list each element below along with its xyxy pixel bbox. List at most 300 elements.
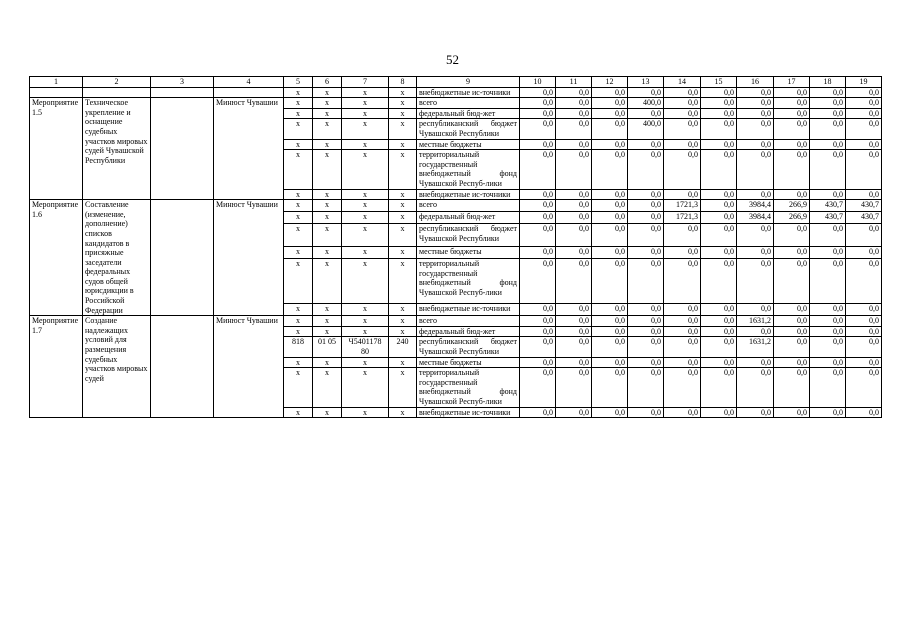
- value-cell: 0,0: [664, 119, 701, 139]
- cell-col7: Ч5401178 80: [342, 337, 389, 357]
- value-cell: 0,0: [520, 224, 556, 247]
- cell-col8: х: [389, 150, 417, 189]
- cell-col6: х: [313, 87, 342, 98]
- cell-col8: х: [389, 119, 417, 139]
- value-cell: 0,0: [556, 189, 592, 200]
- cell-col5: х: [284, 247, 313, 259]
- value-cell: 0,0: [774, 337, 810, 357]
- value-cell: 0,0: [520, 407, 556, 418]
- cell-col6: х: [313, 189, 342, 200]
- value-cell: 0,0: [628, 357, 664, 368]
- cell-col7: х: [342, 108, 389, 119]
- value-cell: 0,0: [774, 119, 810, 139]
- funding-source: внебюджетные ис-точники: [417, 407, 520, 418]
- funding-source: республиканский бюджет Чувашской Республики: [417, 119, 520, 139]
- column-number: 8: [389, 77, 417, 88]
- value-cell: 0,0: [810, 119, 846, 139]
- empty-cell: [151, 200, 214, 316]
- funding-source: внебюджетные ис-точники: [417, 189, 520, 200]
- value-cell: 0,0: [628, 316, 664, 327]
- activity-name: Составление (изменение, дополнение) списков кандидатов в присяжные заседатели федеральных судов общей юрисдикции в Российской Федерации: [83, 200, 151, 316]
- funding-source: всего: [417, 316, 520, 327]
- value-cell: 0,0: [520, 316, 556, 327]
- cell-col5: х: [284, 189, 313, 200]
- value-cell: 0,0: [810, 316, 846, 327]
- value-cell: 0,0: [520, 247, 556, 259]
- value-cell: 0,0: [810, 224, 846, 247]
- value-cell: 0,0: [592, 139, 628, 150]
- value-cell: 0,0: [774, 189, 810, 200]
- value-cell: 0,0: [520, 326, 556, 337]
- value-cell: 0,0: [810, 304, 846, 316]
- column-number: 5: [284, 77, 313, 88]
- value-cell: 0,0: [774, 259, 810, 304]
- value-cell: 0,0: [592, 259, 628, 304]
- value-cell: 0,0: [592, 316, 628, 327]
- value-cell: 0,0: [592, 150, 628, 189]
- value-cell: 0,0: [628, 87, 664, 98]
- value-cell: 0,0: [628, 108, 664, 119]
- column-number: 9: [417, 77, 520, 88]
- value-cell: 0,0: [556, 108, 592, 119]
- value-cell: 0,0: [810, 139, 846, 150]
- value-cell: 0,0: [520, 259, 556, 304]
- funding-source: местные бюджеты: [417, 139, 520, 150]
- value-cell: 0,0: [520, 119, 556, 139]
- value-cell: 0,0: [846, 119, 882, 139]
- value-cell: 0,0: [701, 108, 737, 119]
- value-cell: 0,0: [774, 304, 810, 316]
- funding-source: республиканский бюджет Чувашской Республики: [417, 224, 520, 247]
- value-cell: 0,0: [737, 119, 774, 139]
- value-cell: 0,0: [520, 357, 556, 368]
- cell-col8: х: [389, 87, 417, 98]
- cell-col5: х: [284, 98, 313, 109]
- value-cell: 0,0: [628, 212, 664, 224]
- funding-source: республиканский бюджет Чувашской Республики: [417, 337, 520, 357]
- value-cell: 0,0: [592, 357, 628, 368]
- cell-col8: х: [389, 200, 417, 212]
- empty-cell: [30, 87, 83, 98]
- value-cell: 0,0: [664, 304, 701, 316]
- value-cell: 0,0: [810, 247, 846, 259]
- value-cell: 0,0: [737, 259, 774, 304]
- value-cell: 0,0: [556, 139, 592, 150]
- value-cell: 0,0: [664, 150, 701, 189]
- value-cell: 0,0: [701, 200, 737, 212]
- value-cell: 430,7: [846, 200, 882, 212]
- column-number: 10: [520, 77, 556, 88]
- empty-cell: [151, 87, 214, 98]
- value-cell: 0,0: [556, 247, 592, 259]
- value-cell: 0,0: [774, 316, 810, 327]
- value-cell: 0,0: [701, 87, 737, 98]
- value-cell: 0,0: [810, 108, 846, 119]
- value-cell: 0,0: [664, 224, 701, 247]
- value-cell: 0,0: [737, 304, 774, 316]
- value-cell: 0,0: [520, 108, 556, 119]
- value-cell: 0,0: [774, 368, 810, 407]
- cell-col6: х: [313, 150, 342, 189]
- value-cell: 430,7: [810, 200, 846, 212]
- cell-col6: х: [313, 316, 342, 327]
- funding-source: внебюджетные ис-точники: [417, 87, 520, 98]
- value-cell: 0,0: [810, 150, 846, 189]
- value-cell: 430,7: [846, 212, 882, 224]
- value-cell: 0,0: [774, 150, 810, 189]
- value-cell: 0,0: [774, 98, 810, 109]
- value-cell: 0,0: [846, 337, 882, 357]
- cell-col7: х: [342, 224, 389, 247]
- value-cell: 0,0: [846, 189, 882, 200]
- cell-col5: х: [284, 212, 313, 224]
- value-cell: 0,0: [846, 150, 882, 189]
- value-cell: 0,0: [520, 304, 556, 316]
- value-cell: 0,0: [556, 407, 592, 418]
- value-cell: 0,0: [701, 189, 737, 200]
- value-cell: 0,0: [556, 326, 592, 337]
- value-cell: 0,0: [701, 119, 737, 139]
- cell-col7: х: [342, 407, 389, 418]
- value-cell: 0,0: [628, 407, 664, 418]
- cell-col6: х: [313, 224, 342, 247]
- cell-col7: х: [342, 316, 389, 327]
- column-number: 14: [664, 77, 701, 88]
- column-number: 13: [628, 77, 664, 88]
- value-cell: 0,0: [664, 189, 701, 200]
- funding-source: всего: [417, 200, 520, 212]
- value-cell: 0,0: [628, 337, 664, 357]
- funding-source: территориальный государственный внебюджетный фонд Чувашской Респуб-лики: [417, 150, 520, 189]
- cell-col7: х: [342, 247, 389, 259]
- cell-col5: х: [284, 119, 313, 139]
- funding-source: территориальный государственный внебюджетный фонд Чувашской Респуб-лики: [417, 259, 520, 304]
- value-cell: 0,0: [846, 304, 882, 316]
- value-cell: 0,0: [701, 259, 737, 304]
- cell-col6: х: [313, 368, 342, 407]
- value-cell: 0,0: [774, 139, 810, 150]
- value-cell: 0,0: [664, 87, 701, 98]
- value-cell: 0,0: [628, 326, 664, 337]
- value-cell: 0,0: [628, 189, 664, 200]
- value-cell: 0,0: [737, 87, 774, 98]
- column-number: 15: [701, 77, 737, 88]
- cell-col7: х: [342, 326, 389, 337]
- value-cell: 0,0: [592, 87, 628, 98]
- value-cell: 0,0: [556, 224, 592, 247]
- funding-source: местные бюджеты: [417, 247, 520, 259]
- value-cell: 0,0: [737, 189, 774, 200]
- value-cell: 0,0: [701, 368, 737, 407]
- value-cell: 3984,4: [737, 212, 774, 224]
- cell-col8: х: [389, 247, 417, 259]
- value-cell: 0,0: [774, 224, 810, 247]
- cell-col8: х: [389, 98, 417, 109]
- value-cell: 0,0: [810, 87, 846, 98]
- cell-col6: х: [313, 304, 342, 316]
- funding-source: всего: [417, 98, 520, 109]
- value-cell: 0,0: [592, 189, 628, 200]
- cell-col5: х: [284, 87, 313, 98]
- value-cell: 400,0: [628, 98, 664, 109]
- value-cell: 0,0: [556, 119, 592, 139]
- value-cell: 0,0: [737, 139, 774, 150]
- value-cell: 0,0: [737, 326, 774, 337]
- activity-number: Мероприятие 1.5: [30, 98, 83, 200]
- empty-cell: [151, 98, 214, 200]
- value-cell: 0,0: [556, 316, 592, 327]
- value-cell: 0,0: [737, 407, 774, 418]
- funding-source: местные бюджеты: [417, 357, 520, 368]
- value-cell: 0,0: [556, 212, 592, 224]
- value-cell: 0,0: [520, 139, 556, 150]
- value-cell: 0,0: [592, 98, 628, 109]
- cell-col8: х: [389, 212, 417, 224]
- value-cell: 0,0: [846, 316, 882, 327]
- value-cell: 0,0: [810, 357, 846, 368]
- value-cell: 0,0: [737, 247, 774, 259]
- value-cell: 0,0: [774, 407, 810, 418]
- column-number: 3: [151, 77, 214, 88]
- cell-col8: х: [389, 139, 417, 150]
- table-row: [30, 87, 882, 98]
- column-number: 19: [846, 77, 882, 88]
- responsible-executor: Минюст Чувашии: [214, 98, 284, 200]
- value-cell: 0,0: [737, 108, 774, 119]
- value-cell: 0,0: [520, 150, 556, 189]
- column-number: 6: [313, 77, 342, 88]
- value-cell: 0,0: [810, 326, 846, 337]
- value-cell: 0,0: [846, 87, 882, 98]
- value-cell: 0,0: [592, 200, 628, 212]
- value-cell: 3984,4: [737, 200, 774, 212]
- value-cell: 0,0: [774, 108, 810, 119]
- value-cell: 1721,3: [664, 212, 701, 224]
- budget-table: [29, 76, 882, 418]
- cell-col7: х: [342, 259, 389, 304]
- value-cell: 0,0: [701, 304, 737, 316]
- value-cell: 0,0: [664, 259, 701, 304]
- value-cell: 0,0: [592, 368, 628, 407]
- value-cell: 0,0: [556, 304, 592, 316]
- value-cell: 1721,3: [664, 200, 701, 212]
- column-number: 12: [592, 77, 628, 88]
- value-cell: 0,0: [664, 368, 701, 407]
- cell-col5: х: [284, 316, 313, 327]
- responsible-executor: Минюст Чувашии: [214, 200, 284, 316]
- value-cell: 0,0: [846, 247, 882, 259]
- value-cell: 266,9: [774, 212, 810, 224]
- cell-col5: 818: [284, 337, 313, 357]
- column-number-row: [30, 77, 882, 88]
- value-cell: 0,0: [701, 212, 737, 224]
- value-cell: 0,0: [664, 139, 701, 150]
- value-cell: 0,0: [737, 357, 774, 368]
- cell-col8: 240: [389, 337, 417, 357]
- cell-col7: х: [342, 98, 389, 109]
- value-cell: 0,0: [556, 150, 592, 189]
- cell-col7: х: [342, 200, 389, 212]
- value-cell: 0,0: [664, 407, 701, 418]
- value-cell: 0,0: [628, 304, 664, 316]
- column-number: 11: [556, 77, 592, 88]
- cell-col7: х: [342, 212, 389, 224]
- funding-source: внебюджетные ис-точники: [417, 304, 520, 316]
- value-cell: 0,0: [846, 108, 882, 119]
- value-cell: 0,0: [628, 139, 664, 150]
- value-cell: 0,0: [846, 139, 882, 150]
- table-row: [30, 200, 882, 212]
- value-cell: 0,0: [701, 150, 737, 189]
- value-cell: 0,0: [556, 259, 592, 304]
- value-cell: 0,0: [774, 326, 810, 337]
- column-number: 7: [342, 77, 389, 88]
- value-cell: 0,0: [556, 87, 592, 98]
- cell-col8: х: [389, 259, 417, 304]
- cell-col6: х: [313, 139, 342, 150]
- funding-source: федеральный бюд-жет: [417, 108, 520, 119]
- cell-col7: х: [342, 150, 389, 189]
- value-cell: 0,0: [628, 247, 664, 259]
- cell-col6: х: [313, 200, 342, 212]
- value-cell: 0,0: [737, 368, 774, 407]
- column-number: 2: [83, 77, 151, 88]
- cell-col5: х: [284, 368, 313, 407]
- value-cell: 0,0: [664, 357, 701, 368]
- cell-col5: х: [284, 200, 313, 212]
- activity-number: Мероприятие 1.6: [30, 200, 83, 316]
- value-cell: 0,0: [592, 326, 628, 337]
- value-cell: 0,0: [737, 98, 774, 109]
- value-cell: 0,0: [701, 247, 737, 259]
- value-cell: 0,0: [520, 212, 556, 224]
- value-cell: 0,0: [810, 98, 846, 109]
- value-cell: 0,0: [810, 337, 846, 357]
- cell-col6: х: [313, 326, 342, 337]
- cell-col6: х: [313, 108, 342, 119]
- value-cell: 0,0: [664, 98, 701, 109]
- cell-col5: х: [284, 259, 313, 304]
- value-cell: 0,0: [701, 98, 737, 109]
- cell-col6: х: [313, 247, 342, 259]
- value-cell: 0,0: [592, 119, 628, 139]
- cell-col5: х: [284, 139, 313, 150]
- value-cell: 0,0: [774, 247, 810, 259]
- cell-col7: х: [342, 357, 389, 368]
- cell-col6: х: [313, 119, 342, 139]
- value-cell: 0,0: [592, 212, 628, 224]
- cell-col8: х: [389, 326, 417, 337]
- cell-col6: х: [313, 259, 342, 304]
- value-cell: 0,0: [810, 259, 846, 304]
- cell-col5: х: [284, 304, 313, 316]
- value-cell: 0,0: [701, 407, 737, 418]
- table-row: [30, 316, 882, 327]
- value-cell: 0,0: [592, 224, 628, 247]
- value-cell: 0,0: [846, 407, 882, 418]
- page-number: 52: [446, 52, 459, 67]
- cell-col6: х: [313, 407, 342, 418]
- cell-col7: х: [342, 119, 389, 139]
- cell-col5: х: [284, 326, 313, 337]
- value-cell: 0,0: [810, 368, 846, 407]
- value-cell: 0,0: [810, 407, 846, 418]
- value-cell: 0,0: [556, 368, 592, 407]
- cell-col8: х: [389, 224, 417, 247]
- column-number: 16: [737, 77, 774, 88]
- funding-source: территориальный государственный внебюджетный фонд Чувашской Респуб-лики: [417, 368, 520, 407]
- value-cell: 0,0: [628, 224, 664, 247]
- value-cell: 0,0: [592, 108, 628, 119]
- value-cell: 0,0: [846, 368, 882, 407]
- empty-cell: [151, 316, 214, 418]
- value-cell: 0,0: [520, 189, 556, 200]
- cell-col5: х: [284, 357, 313, 368]
- cell-col5: х: [284, 108, 313, 119]
- empty-cell: [214, 87, 284, 98]
- cell-col8: х: [389, 108, 417, 119]
- value-cell: 0,0: [846, 224, 882, 247]
- column-number: 17: [774, 77, 810, 88]
- cell-col7: х: [342, 304, 389, 316]
- value-cell: 0,0: [628, 368, 664, 407]
- value-cell: 0,0: [774, 357, 810, 368]
- value-cell: 0,0: [664, 326, 701, 337]
- value-cell: 0,0: [556, 200, 592, 212]
- empty-cell: [83, 87, 151, 98]
- cell-col6: 01 05: [313, 337, 342, 357]
- activity-name: Техническое укрепление и оснащение судебных участков мировых судей Чувашской Республики: [83, 98, 151, 200]
- value-cell: 0,0: [628, 150, 664, 189]
- value-cell: 0,0: [556, 357, 592, 368]
- value-cell: 0,0: [556, 337, 592, 357]
- column-number: 1: [30, 77, 83, 88]
- value-cell: 0,0: [520, 98, 556, 109]
- cell-col8: х: [389, 407, 417, 418]
- funding-source: федеральный бюд-жет: [417, 212, 520, 224]
- value-cell: 0,0: [846, 326, 882, 337]
- value-cell: 0,0: [701, 357, 737, 368]
- value-cell: 0,0: [846, 98, 882, 109]
- funding-source: федеральный бюд-жет: [417, 326, 520, 337]
- cell-col5: х: [284, 224, 313, 247]
- cell-col8: х: [389, 189, 417, 200]
- activity-number: Мероприятие 1.7: [30, 316, 83, 418]
- value-cell: 0,0: [556, 98, 592, 109]
- cell-col5: х: [284, 150, 313, 189]
- value-cell: 0,0: [846, 259, 882, 304]
- cell-col7: х: [342, 139, 389, 150]
- value-cell: 0,0: [701, 139, 737, 150]
- responsible-executor: Минюст Чувашии: [214, 316, 284, 418]
- value-cell: 0,0: [592, 407, 628, 418]
- value-cell: 1631,2: [737, 316, 774, 327]
- column-number: 4: [214, 77, 284, 88]
- cell-col8: х: [389, 357, 417, 368]
- value-cell: 0,0: [701, 224, 737, 247]
- value-cell: 0,0: [592, 337, 628, 357]
- value-cell: 0,0: [664, 108, 701, 119]
- value-cell: 0,0: [701, 316, 737, 327]
- cell-col7: х: [342, 189, 389, 200]
- value-cell: 0,0: [664, 337, 701, 357]
- cell-col6: х: [313, 357, 342, 368]
- value-cell: 0,0: [664, 247, 701, 259]
- value-cell: 0,0: [664, 316, 701, 327]
- value-cell: 0,0: [628, 200, 664, 212]
- value-cell: 0,0: [520, 200, 556, 212]
- column-number: 18: [810, 77, 846, 88]
